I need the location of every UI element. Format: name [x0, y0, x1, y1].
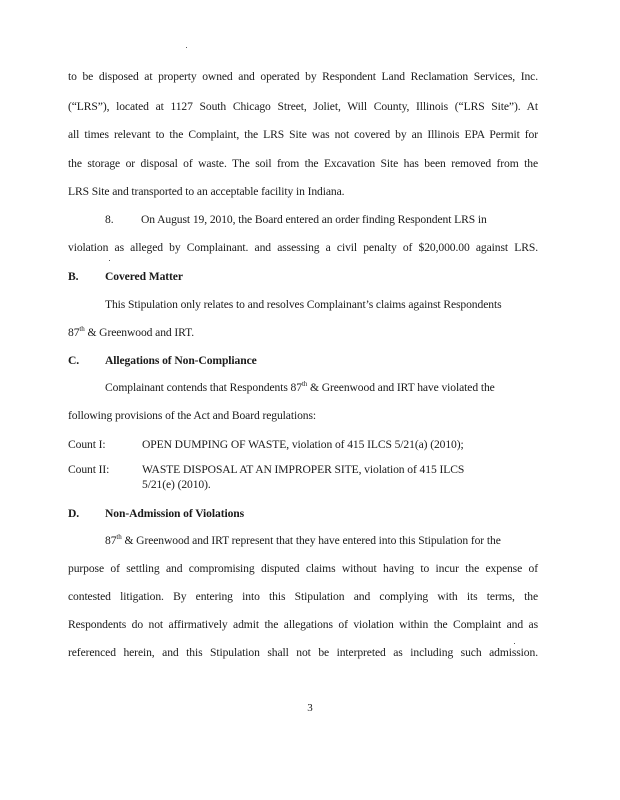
paragraph-a-line-4: the storage or disposal of waste. The soil from the Excavation Site has been removed from the: [68, 157, 538, 170]
section-letter: D.: [68, 507, 80, 520]
section-d-line-2: purpose of settling and compromising disputed claims without having to incur the expense of: [68, 562, 538, 575]
section-b-line-1: This Stipulation only relates to and resolves Complainant’s claims against Respondents: [105, 298, 502, 311]
count-text: OPEN DUMPING OF WASTE, violation of 415 ILCS 5/21(a) (2010);: [142, 438, 464, 451]
paragraph-8-line-1: On August 19, 2010, the Board entered an order finding Respondent LRS in: [141, 213, 487, 226]
paragraph-a-line-2: (“LRS”), located at 1127 South Chicago Street, Joliet, Will County, Illinois (“LRS Site”). At: [68, 100, 538, 113]
scan-speck: [514, 643, 515, 644]
paragraph-a-line-1: to be disposed at property owned and operated by Respondent Land Reclamation Services, Inc.: [68, 70, 538, 83]
count-label: Count I:: [68, 438, 106, 451]
section-c-line-1: [105, 381, 495, 394]
scan-speck: [186, 47, 187, 48]
line-text: & Greenwood and IRT represent that they have entered into this Stipulation for the: [121, 534, 501, 547]
section-c-line-2: following provisions of the Act and Board regulations:: [68, 409, 317, 422]
count-label: Count II:: [68, 463, 110, 476]
section-title: Non-Admission of Violations: [105, 507, 245, 520]
section-b-line-2: [68, 326, 194, 339]
section-d-line-3: contested litigation. By entering into this Stipulation and complying with its terms, the: [68, 590, 538, 603]
ordinal-suffix: th: [79, 325, 85, 334]
paragraph-8-line-2: violation as alleged by Complainant. and assessing a civil penalty of $20,000.00 against LRS.: [68, 241, 538, 254]
line-text: & Greenwood and IRT.: [84, 326, 195, 339]
page-number: 3: [307, 702, 313, 714]
section-letter: C.: [68, 354, 80, 367]
line-text: Complainant contends that Respondents 87: [105, 381, 302, 394]
ordinal-number: 87: [105, 534, 117, 547]
section-letter: B.: [68, 270, 79, 283]
count-text-continued: 5/21(e) (2010).: [142, 478, 211, 491]
scan-speck: [109, 260, 110, 261]
section-d-line-1: [105, 534, 501, 547]
section-title: Covered Matter: [105, 270, 183, 283]
paragraph-a-line-5: LRS Site and transported to an acceptable facility in Indiana.: [68, 185, 345, 198]
ordinal-number: 87: [68, 326, 80, 339]
section-title: Allegations of Non-Compliance: [105, 354, 257, 367]
section-d-line-4: Respondents do not affirmatively admit the allegations of violation within the Complaint and as: [68, 618, 538, 631]
count-text: WASTE DISPOSAL AT AN IMPROPER SITE, violation of 415 ILCS: [142, 463, 465, 476]
ordinal-suffix: th: [301, 380, 308, 389]
paragraph-8-number: 8.: [105, 213, 114, 226]
section-d-line-5: referenced herein, and this Stipulation shall not be interpreted as including such admission.: [68, 646, 538, 659]
line-text: & Greenwood and IRT have violated the: [307, 381, 495, 394]
ordinal-suffix: th: [116, 533, 122, 542]
paragraph-a-line-3: all times relevant to the Complaint, the LRS Site was not covered by an Illinois EPA Permit for: [68, 128, 538, 141]
